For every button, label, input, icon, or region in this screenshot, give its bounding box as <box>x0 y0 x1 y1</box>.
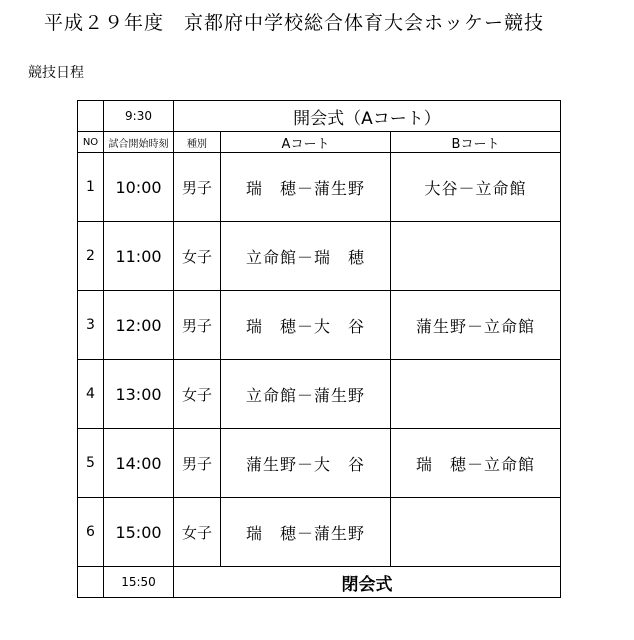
match-court-a: 瑞 穂－大 谷 <box>221 291 391 360</box>
closing-ceremony-label: 閉会式 <box>174 567 561 598</box>
match-court-a: 蒲生野－大 谷 <box>221 429 391 498</box>
match-category: 女子 <box>174 360 221 429</box>
match-category: 男子 <box>174 291 221 360</box>
match-time: 10:00 <box>104 153 174 222</box>
match-court-b: 大谷－立命館 <box>391 153 561 222</box>
match-no: 2 <box>78 222 104 291</box>
table-row <box>78 153 561 222</box>
closing-no-blank <box>78 567 104 598</box>
match-court-b: 蒲生野－立命館 <box>391 291 561 360</box>
match-time: 13:00 <box>104 360 174 429</box>
opening-no-blank <box>78 101 104 132</box>
header-category: 種別 <box>174 132 221 153</box>
page-title: 平成２９年度 京都府中学校総合体育大会ホッケー競技 <box>44 12 545 34</box>
match-category: 女子 <box>174 498 221 567</box>
match-time: 11:00 <box>104 222 174 291</box>
match-time: 12:00 <box>104 291 174 360</box>
match-no: 4 <box>78 360 104 429</box>
header-no: NO <box>78 132 104 153</box>
schedule-heading: 競技日程 <box>28 65 84 81</box>
closing-time: 15:50 <box>104 567 174 598</box>
match-court-b <box>391 498 561 567</box>
match-court-a: 瑞 穂－蒲生野 <box>221 153 391 222</box>
match-court-a: 瑞 穂－蒲生野 <box>221 498 391 567</box>
table-row <box>78 360 561 429</box>
table-row <box>78 498 561 567</box>
match-no: 6 <box>78 498 104 567</box>
match-no: 3 <box>78 291 104 360</box>
schedule-table <box>77 100 561 598</box>
closing-row <box>78 567 561 598</box>
header-row <box>78 132 561 153</box>
opening-ceremony-label: 開会式（Aコート） <box>174 101 561 132</box>
match-no: 1 <box>78 153 104 222</box>
match-court-b: 瑞 穂－立命館 <box>391 429 561 498</box>
table-row <box>78 222 561 291</box>
match-time: 15:00 <box>104 498 174 567</box>
header-court-b: Bコート <box>391 132 561 153</box>
match-no: 5 <box>78 429 104 498</box>
match-category: 女子 <box>174 222 221 291</box>
table-row <box>78 291 561 360</box>
match-category: 男子 <box>174 153 221 222</box>
match-category: 男子 <box>174 429 221 498</box>
opening-row <box>78 101 561 132</box>
match-court-a: 立命館－蒲生野 <box>221 360 391 429</box>
match-court-b <box>391 360 561 429</box>
header-start-time: 試合開始時刻 <box>104 132 174 153</box>
table-row <box>78 429 561 498</box>
match-time: 14:00 <box>104 429 174 498</box>
match-court-b <box>391 222 561 291</box>
header-court-a: Aコート <box>221 132 391 153</box>
match-court-a: 立命館－瑞 穂 <box>221 222 391 291</box>
opening-time: 9:30 <box>104 101 174 132</box>
